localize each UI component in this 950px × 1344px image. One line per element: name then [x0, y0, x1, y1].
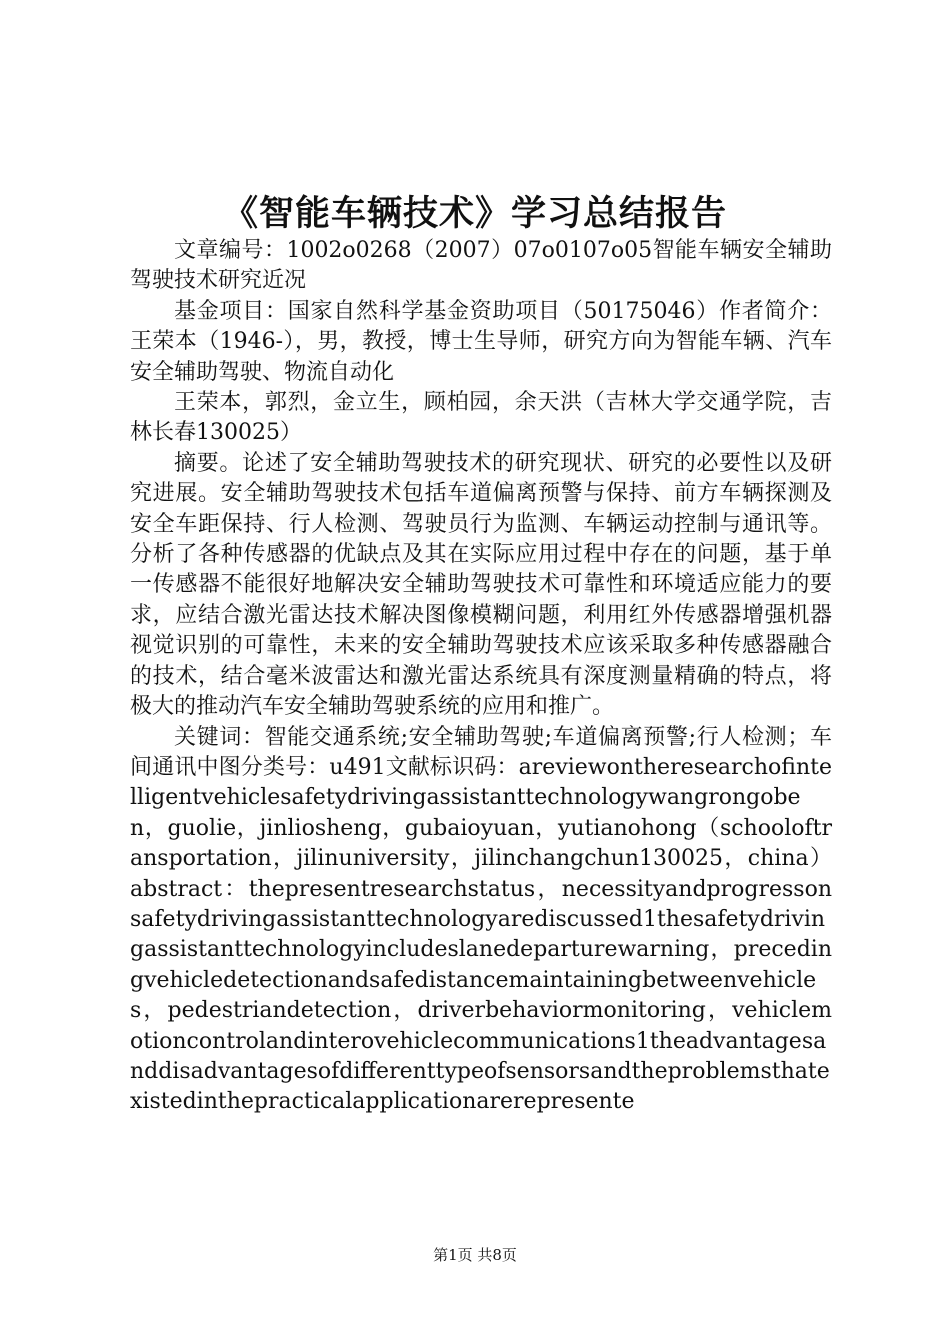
abstract-paragraph: 摘要。论述了安全辅助驾驶技术的研究现状、研究的必要性以及研究进展。安全辅助驾驶技术包括车道偏离预警与保持、前方车辆探测及安全车距保持、行人检测、驾驶员行为监测、车辆运动控制与通讯等。分析了各种传感器的优缺点及其在实际应用过程中存在的问题，基于单一传感器不能很好地解决安全辅助驾驶技术可靠性和环境适应能力的要求，应结合激光雷达技术解决图像模糊问题，利用红外传感器增强机器视觉识别的可靠性，未来的安全辅助驾驶技术应该采取多种传感器融合的技术，结合毫米波雷达和激光雷达系统具有深度测量精确的特点，将极大的推动汽车安全辅助驾驶系统的应用和推广。: [130, 450, 832, 720]
document-body: [130, 236, 832, 1118]
keywords-paragraph: 关键词：智能交通系统;安全辅助驾驶;车道偏离预警;行人检测；车间通讯中图分类号：u491文献标识码：areviewontheresearchofintelligentvehiclesafetydrivingassistanttechnologywangrongoben，guolie，jinliosheng，gubaioyuan，yutianohong（schooloftransportation，jilinuniversity，jilinchangchun130025，china）abstract：thepresentresearchstatus，necessityandprogressonsafetydrivingassistanttechnologyarediscussed1thesafetydrivingassistanttechnologyincludeslanedeparturewarning，precedingvehicledetectionandsafedistancemaintainingbetweenvehicles，pedestriandetection，driverbehaviormonitoring，vehiclemotioncontrolandinterovehiclecommunications1theadvantagesanddisadvantagesofdifferenttypeofsensorsandtheproblemsthatexistedinthepracticalapplicationarerepresente: [130, 724, 832, 1115]
authors-paragraph: 王荣本，郭烈，金立生，顾柏园，余天洪（吉林大学交通学院，吉林长春130025）: [130, 390, 832, 446]
document-title: 《智能车辆技术》学习总结报告: [222, 194, 727, 234]
article-number-paragraph: 文章编号：1002o0268（2007）07o0107o05智能车辆安全辅助驾驶技术研究近况: [130, 238, 832, 294]
funding-author-paragraph: 基金项目：国家自然科学基金资助项目（50175046）作者简介：王荣本（1946-），男，教授，博士生导师，研究方向为智能车辆、汽车安全辅助驾驶、物流自动化: [130, 298, 832, 385]
page-number-footer: 第1页 共8页: [433, 1246, 517, 1264]
